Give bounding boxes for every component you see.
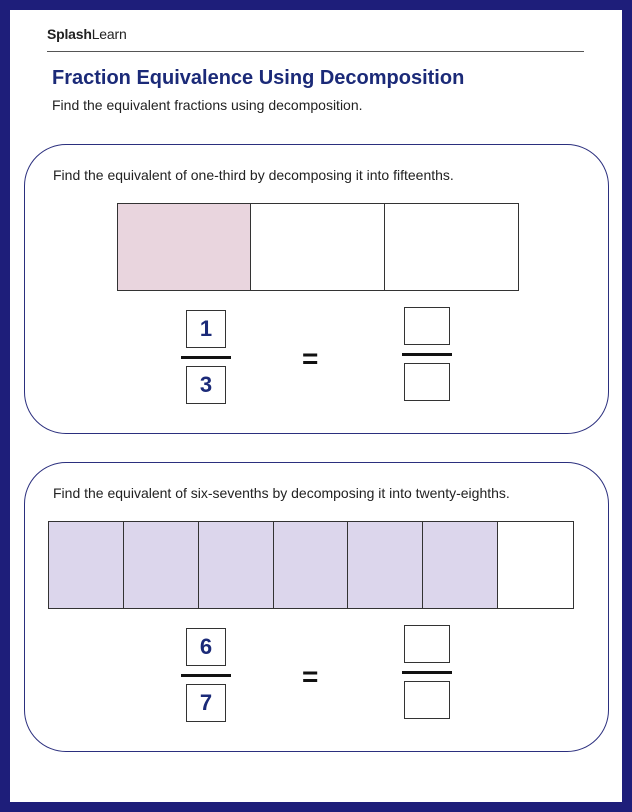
numerator-box: 6 (186, 628, 226, 666)
problem-card-1 (24, 144, 609, 434)
shaded-part (348, 522, 423, 608)
fraction-bar-model (117, 203, 519, 291)
shaded-part (118, 204, 251, 290)
splashlearn-logo: SplashLearn (47, 26, 127, 42)
shaded-part (423, 522, 498, 608)
fraction-bar-model (48, 521, 574, 609)
unshaded-part (251, 204, 384, 290)
equals-sign: = (302, 343, 319, 374)
fraction-line (181, 356, 231, 359)
numerator-box: 1 (186, 310, 226, 348)
answer-fraction-line (402, 353, 452, 356)
answer-denominator-box[interactable] (404, 363, 450, 401)
problem-prompt: Find the equivalent of one-third by decomposing it into fifteenths. (53, 167, 454, 183)
header-divider (47, 51, 584, 52)
answer-fraction-line (402, 671, 452, 674)
denominator-box: 3 (186, 366, 226, 404)
equals-sign: = (302, 661, 319, 692)
shaded-part (199, 522, 274, 608)
problem-card-2 (24, 462, 609, 752)
shaded-part (274, 522, 349, 608)
page-subtitle: Find the equivalent fractions using decomposition. (52, 97, 363, 113)
fraction-line (181, 674, 231, 677)
worksheet-page (10, 10, 622, 802)
shaded-part (49, 522, 124, 608)
page-title: Fraction Equivalence Using Decomposition (52, 67, 465, 89)
answer-denominator-box[interactable] (404, 681, 450, 719)
answer-numerator-box[interactable] (404, 625, 450, 663)
unshaded-part (498, 522, 573, 608)
denominator-box: 7 (186, 684, 226, 722)
answer-numerator-box[interactable] (404, 307, 450, 345)
unshaded-part (385, 204, 518, 290)
shaded-part (124, 522, 199, 608)
problem-prompt: Find the equivalent of six-sevenths by decomposing it into twenty-eighths. (53, 485, 510, 501)
